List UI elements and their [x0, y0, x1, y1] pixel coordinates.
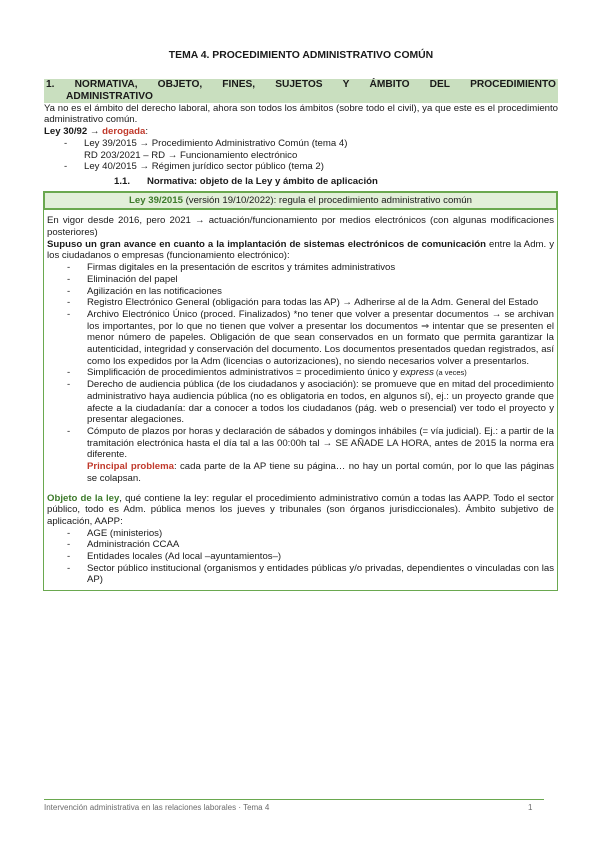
simplification-text: Simplificación de procedimientos administrativos = procedimiento único y: [87, 367, 401, 379]
list-item: - Administración CCAA: [67, 539, 554, 551]
list-item: - Agilización en las notificaciones: [67, 286, 554, 298]
list-item: [67, 367, 554, 379]
intro-paragraph: Ya no es el ámbito del derecho laboral, ahora son todos los ámbitos (sobre todo el civil), ya que este es el procedimiento administrativo común.: [44, 102, 558, 126]
section-1-heading-word: DEL: [429, 78, 450, 90]
page-title: TEMA 4. PROCEDIMIENTO ADMINISTRATIVO COMÚN: [168, 50, 434, 61]
list-item-text: - Ley 40/2015 → Régimen jurídico sector público (tema 2): [84, 161, 324, 173]
section-1-heading-line1: [46, 79, 556, 91]
section-1-heading-line2: ADMINISTRATIVO: [66, 90, 153, 102]
section-1-heading-word: OBJETO,: [157, 78, 203, 90]
footer-text: Intervención administrativa en las relaciones laborales · Tema 4: [44, 803, 270, 812]
a-veces-note: (a veces): [433, 368, 467, 378]
section-1-heading-word: PROCEDIMIENTO: [470, 78, 556, 90]
page-number: 1: [528, 803, 533, 812]
section-1-heading-word: Y: [342, 78, 350, 90]
section-1-heading-word: FINES,: [222, 78, 256, 90]
footer-divider: [44, 799, 544, 800]
list-item-text: - Ley 39/2015 → Procedimiento Administrativo Común (tema 4): [84, 137, 348, 149]
electronic-paragraph: [47, 239, 554, 262]
main-problem-paragraph: [47, 461, 554, 484]
ley-30-92-colon: :: [145, 126, 149, 138]
list-item: [64, 138, 558, 161]
document-body: [44, 50, 558, 591]
electronic-paragraph-bold: Supuso un gran avance en cuanto a la implantación de sistemas electrónicos de comunicación: [47, 238, 486, 250]
aapp-list: [47, 528, 554, 587]
list-item: - Cómputo de plazos por horas y declaración de sábados y domingos inhábiles (= vía judicial). Ej.: a partir de la tramitación electrónica hasta el día tal a las 00:00h tal → SE AÑADE LA HORA, antes de 2015 la norma era diferente.: [67, 426, 554, 461]
main-problem-text: : cada parte de la AP tiene su página… no hay un portal común, por lo que las páginas se colapsan.: [87, 461, 554, 484]
main-problem-label: Principal problema: [87, 461, 175, 473]
list-item: - Eliminación del papel: [67, 274, 554, 286]
list-item-subtext: RD 203/2021 – RD → Funcionamiento electrónico: [84, 149, 298, 161]
law-box-body: [43, 210, 558, 591]
section-1-heading-word: SUJETOS: [275, 78, 323, 90]
law-name: Ley 39/2015: [129, 194, 183, 206]
electronic-features-list: [47, 262, 554, 461]
ley-30-92-line: [44, 126, 558, 138]
derogada-label: derogada: [102, 126, 146, 138]
law-description: (versión 19/10/2022): regula el procedimiento administrativo común: [182, 194, 472, 206]
objeto-text: , qué contiene la ley: regular el procedimiento administrativo común a todas las AAPP. Todo el sector público, todo es Adm. pública menos los jueves y tribunales (son órganos jurisdiccionales). Ámbito subjetivo de aplicación, AAPP:: [47, 492, 554, 527]
replacement-laws-list: [44, 138, 558, 173]
ley-30-92-arrow: →: [87, 126, 103, 138]
ley-30-92-label: Ley 30/92: [44, 126, 88, 138]
electronic-paragraph-rest: entre la Adm. y los ciudadanos o empresas (funcionamiento electrónico):: [47, 238, 554, 262]
objeto-paragraph: [47, 493, 554, 528]
subsection-number: 1.1.: [114, 175, 131, 187]
list-item: - Archivo Electrónico Único (proced. Finalizados) *no tener que volver a presentar documentos → se archivan los importantes, por lo que no tienen que volver a presentar los documentos ⇒ intentar que se presenten el menor número de papeles. Obligación de que sean conservados en un formato que permita garantizar la autenticidad, integridad y conservación del documento. Los documentos presentados quedan registrados, así como los expedidos por la Adm (licencias o autorizaciones), no siendo necesarios volver a presentarlos.: [67, 309, 554, 368]
list-item: - AGE (ministerios): [67, 528, 554, 540]
section-1-heading: [44, 79, 558, 103]
express-word: express: [400, 367, 434, 379]
list-item: - Registro Electrónico General (obligación para todas las AP) → Adherirse al de la Adm. General del Estado: [67, 297, 554, 309]
section-1-heading-word: ÁMBITO: [369, 78, 410, 90]
list-item: [64, 161, 558, 173]
objeto-label: Objeto de la ley: [47, 492, 120, 504]
law-box-header: [43, 191, 558, 211]
vigor-paragraph: En vigor desde 2016, pero 2021 → actuación/funcionamiento por medios electrónicos (con algunas modificaciones posteriores): [47, 215, 554, 239]
list-item: - Sector público institucional (organismos y entidades públicas y/o privadas, dependientes o vinculadas con las AP): [67, 563, 554, 586]
list-item: - Entidades locales (Ad local –ayuntamientos–): [67, 551, 554, 563]
section-1-number: 1.: [46, 78, 55, 90]
list-item: - Firmas digitales en la presentación de escritos y trámites administrativos: [67, 262, 554, 274]
subsection-title: Normativa: objeto de la Ley y ámbito de aplicación: [147, 175, 378, 187]
subsection-1-1-heading: [114, 176, 558, 188]
section-1-heading-word: NORMATIVA,: [74, 78, 138, 90]
list-item: - Derecho de audiencia pública (de los ciudadanos y asociación): se promueve que en mitad del procedimiento administrativo haya audiencia pública (no es obligatoria en todos, en algunos sí), ej.: un proyecto grande que afecte a la ciudadanía: dar a conocer a todos los ciudadanos (pág. web o presencial) ver todo el proyecto y presentar alegaciones.: [67, 379, 554, 426]
